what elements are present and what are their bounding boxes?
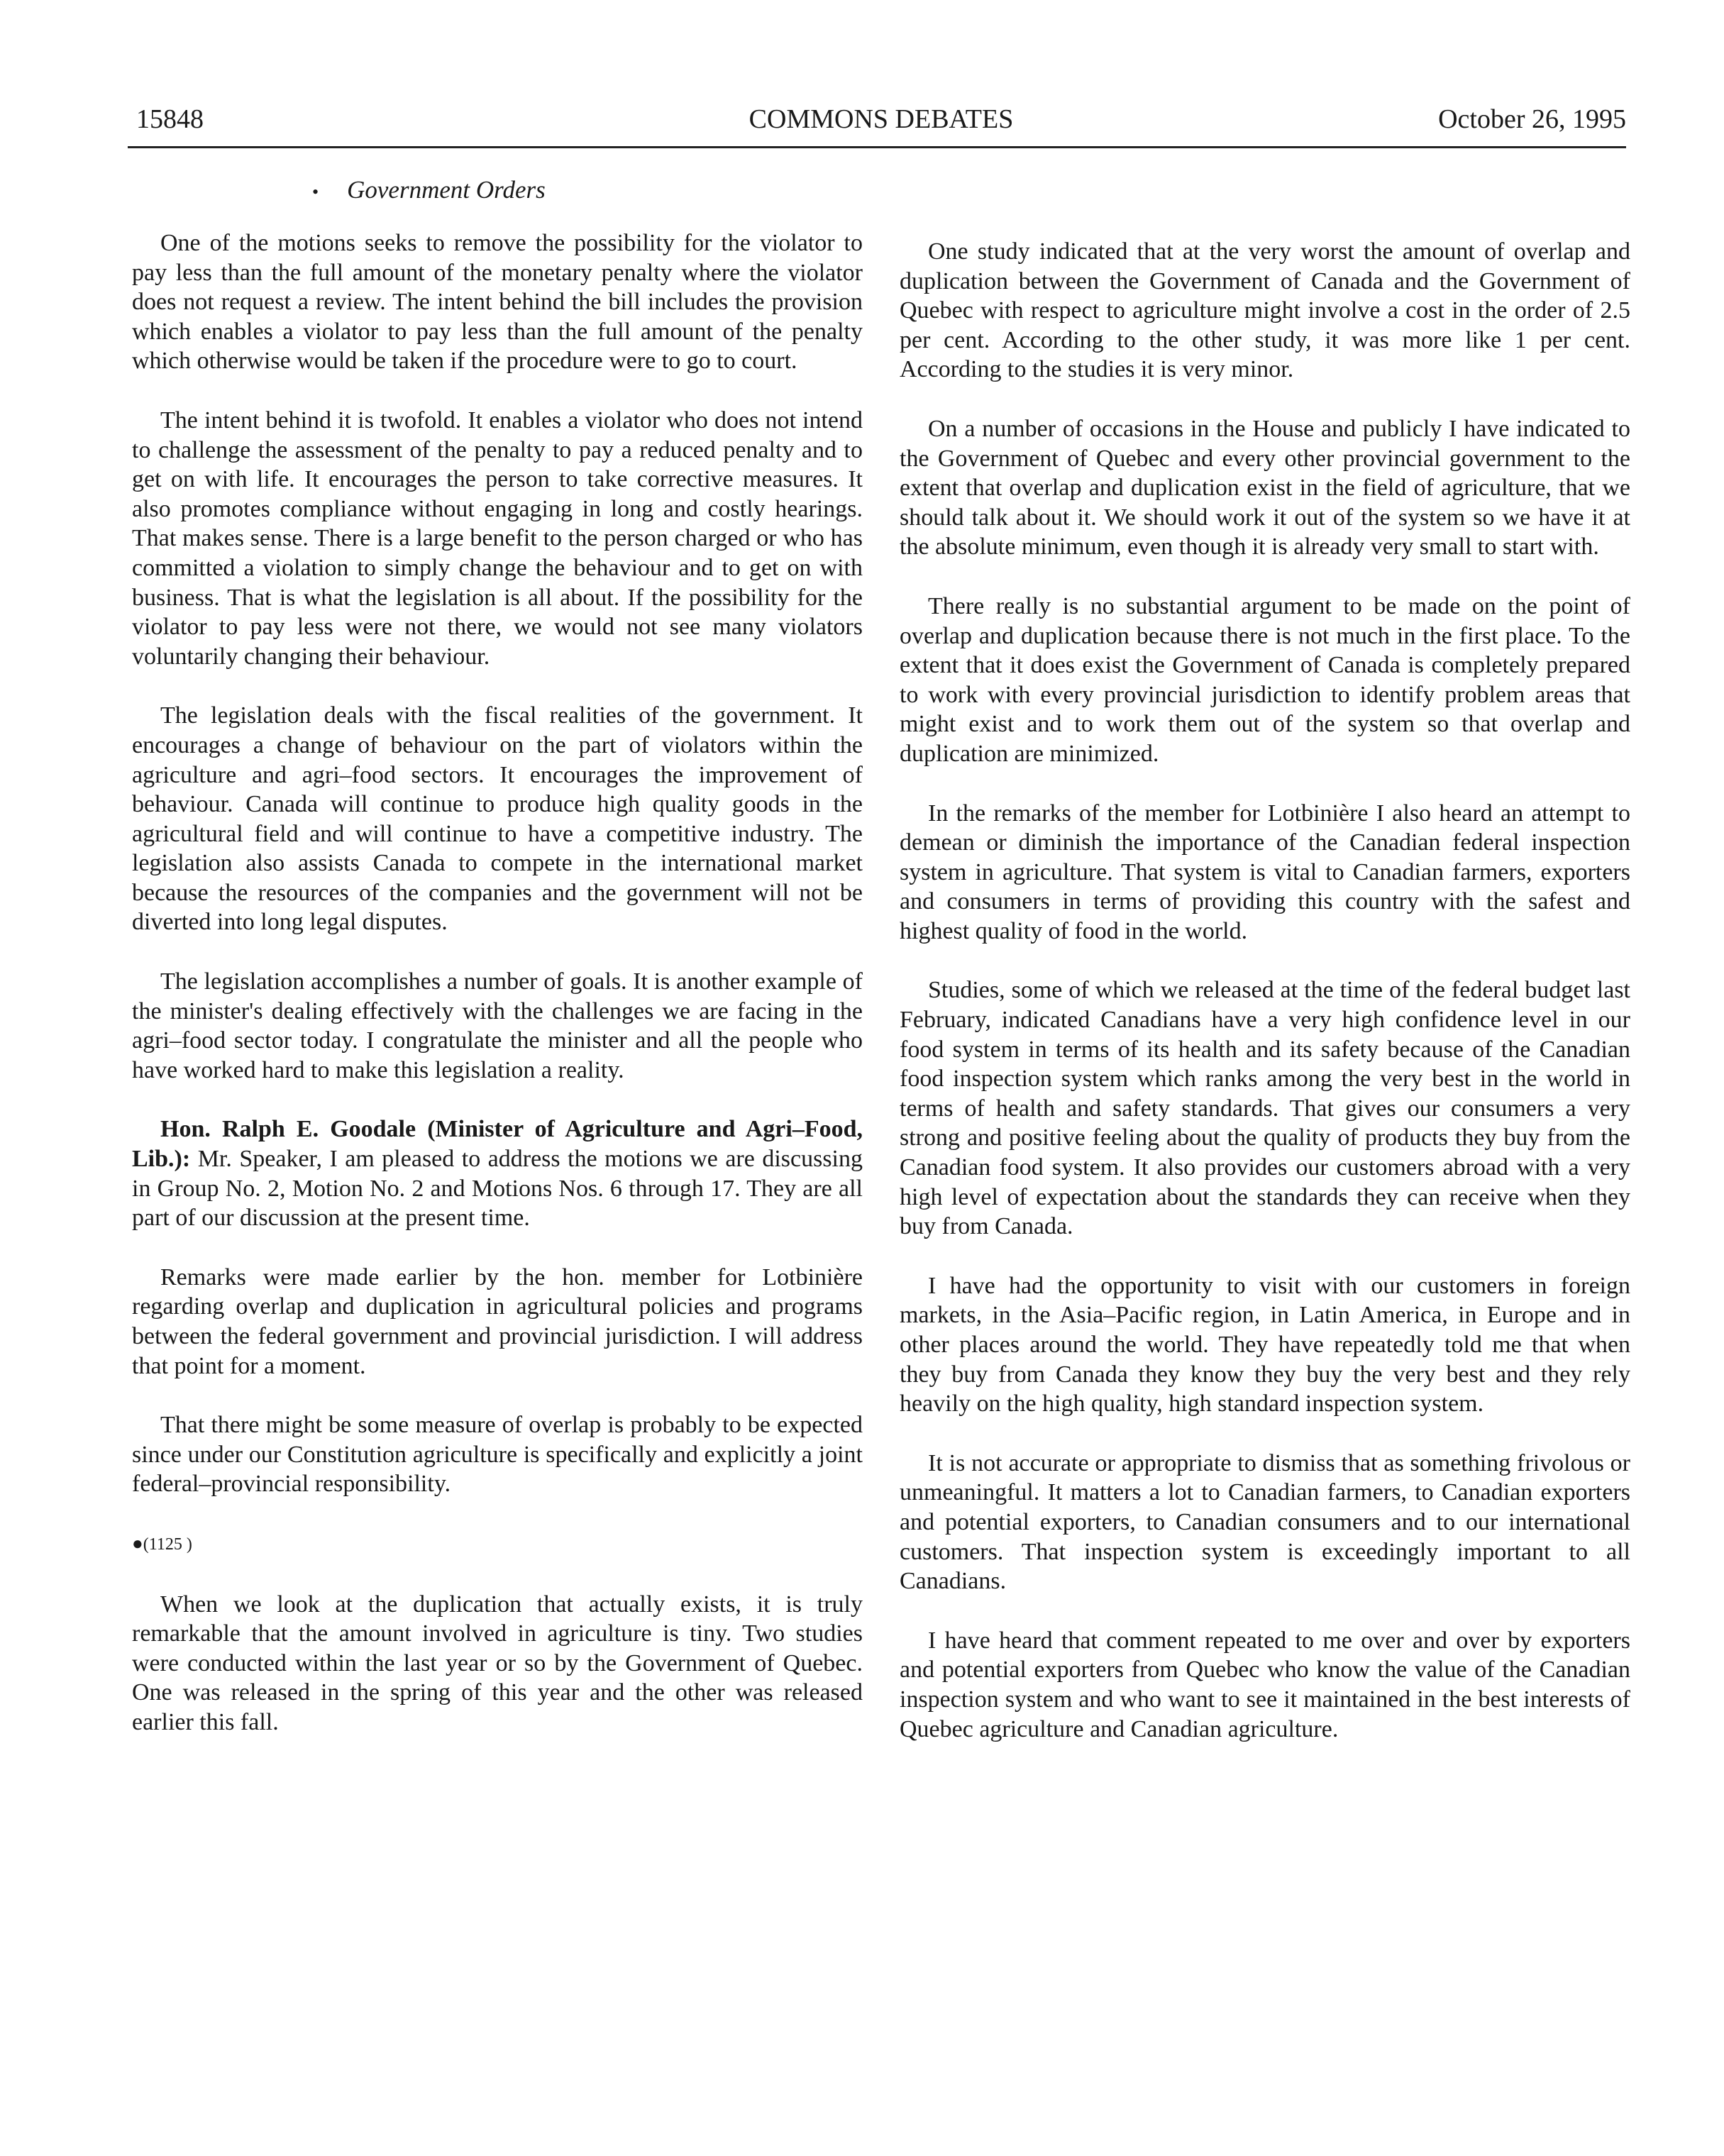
paragraph: It is not accurate or appropriate to dismiss that as something frivolous or unmeaningful. It matters a lot to Canadian farmers, to Canadian exporters and potential exporters, to Canadian consumers and to our international customers. That inspection system is exceedingly important to all Canadians. [900,1449,1630,1595]
right-column [900,237,1630,1774]
paragraph: One of the motions seeks to remove the possibility for the violator to pay less than the full amount of the monetary penalty where the violator does not request a review. The intent behind the bill includes the provision which enables a violator to pay less than the full amount of the penalty which otherwise would be taken if the procedure were to go to court. [132,230,863,375]
journal-title: COMMONS DEBATES [748,104,1014,134]
paragraph: When we look at the duplication that actually exists, it is truly remarkable that the amount involved in agriculture is tiny. Two studies were conducted within the last year or so by the Government of Quebec. One was released in the spring of this year and the other was released earlier this fall. [132,1591,863,1735]
paragraph: Remarks were made earlier by the hon. member for Lotbinière regarding overlap and duplication in agricultural policies and programs between the federal government and provincial jurisdiction. I will address that point for a moment. [132,1264,863,1379]
bullet-icon: • [312,182,319,202]
paragraph: I have had the opportunity to visit with our customers in foreign markets, in the Asia–Pacific region, in Latin America, in Europe and in other places around the world. They have repeatedly told me that when they buy from Canada they know they buy the very best and they rely heavily on the high quality, high standard inspection system. [900,1272,1630,1417]
page-header [136,104,1626,146]
speech-paragraph [132,1115,863,1232]
page-number: 15848 [136,104,204,134]
paragraph: Studies, some of which we released at the time of the federal budget last February, indicated Canadians have a very high confidence level in our food system in terms of its health and its safety because of the Canadian food inspection system which ranks among the very best in the world in terms of health and safety standards. That gives our consumers a very strong and positive feeling about the quality of products they buy from the Canadian food system. It also provides our customers abroad with a very high level of expectation about the standards they can receive when they buy from Canada. [900,977,1630,1240]
issue-date: October 26, 1995 [1438,104,1626,134]
paragraph: I have heard that comment repeated to me over and over by exporters and potential exporters from Quebec who know the value of the Canadian inspection system and who want to see it maintained in the best interests of Quebec agriculture and Canadian agriculture. [900,1627,1630,1742]
paragraph: One study indicated that at the very worst the amount of overlap and duplication between the Government of Canada and the Government of Quebec with respect to agriculture might involve a cost in the order of 2.5 per cent. According to the other study, it was more like 1 per cent. According to the studies it is very minor. [900,238,1630,383]
section-heading [312,176,546,204]
paragraph: The intent behind it is twofold. It enables a violator who does not intend to challenge the assessment of the penalty to pay a reduced penalty and to get on with life. It encourages the person to take corrective measures. It also promotes compliance without engaging in long and costly hearings. That makes sense. There is a large benefit to the person charged or who has committed a violation to simply change the behaviour and to get on with business. That is what the legislation is all about. If the possibility for the violator to pay less were not there, we would not see many violators voluntarily changing their behaviour. [132,407,863,670]
paragraph: The legislation deals with the fiscal realities of the government. It encourages a change of behaviour on the part of violators within the agriculture and agri–food sectors. It encourages the improvement of behaviour. Canada will continue to produce high quality goods in the agricultural field and will continue to have a competitive industry. The legislation also assists Canada to compete in the international market because the resources of the companies and the government will not be diverted into long legal disputes. [132,702,863,936]
paragraph: In the remarks of the member for Lotbinière I also heard an attempt to demean or diminish the importance of the Canadian federal inspection system in agriculture. That system is vital to Canadian farmers, exporters and consumers in terms of providing this country with the safest and highest quality of food in the world. [900,800,1630,944]
bullet-icon: ● [132,1532,143,1554]
paragraph: On a number of occasions in the House and publicly I have indicated to the Government of Quebec and every other provincial government to the extent that overlap and duplication exist in the field of agriculture, that we should talk about it. We should work it out of the system so we have it at the absolute minimum, even though it is already very small to start with. [900,415,1630,560]
left-column [132,228,863,1767]
time-marker [132,1529,863,1560]
header-rule [128,146,1626,148]
speech-text: Mr. Speaker, I am pleased to address the motions we are discussing in Group No. 2, Motion No. 2 and Motions Nos. 6 through 17. They are all part of our discussion at the present time. [132,1146,863,1232]
speaker-name: Hon. Ralph E. Goodale (Minister of Agriculture and Agri–Food, Lib.): [132,1116,863,1173]
paragraph: There really is no substantial argument to be made on the point of overlap and duplication because there is not much in the first place. To the extent that it does exist the Government of Canada is completely prepared to work with every provincial jurisdiction to identify problem areas that might exist and to work them out of the system so that overlap and duplication are minimized. [900,592,1630,767]
paragraph: That there might be some measure of overlap is probably to be expected since under our Constitution agriculture is specifically and explicitly a joint federal–provincial responsibility. [132,1412,863,1498]
paragraph: The legislation accomplishes a number of goals. It is another example of the minister's dealing effectively with the challenges we are facing in the agri–food sector today. I congratulate the minister and all the people who have worked hard to make this legislation a reality. [132,968,863,1083]
section-title: Government Orders [347,176,546,204]
time-marker-text: (1125 ) [143,1535,192,1554]
